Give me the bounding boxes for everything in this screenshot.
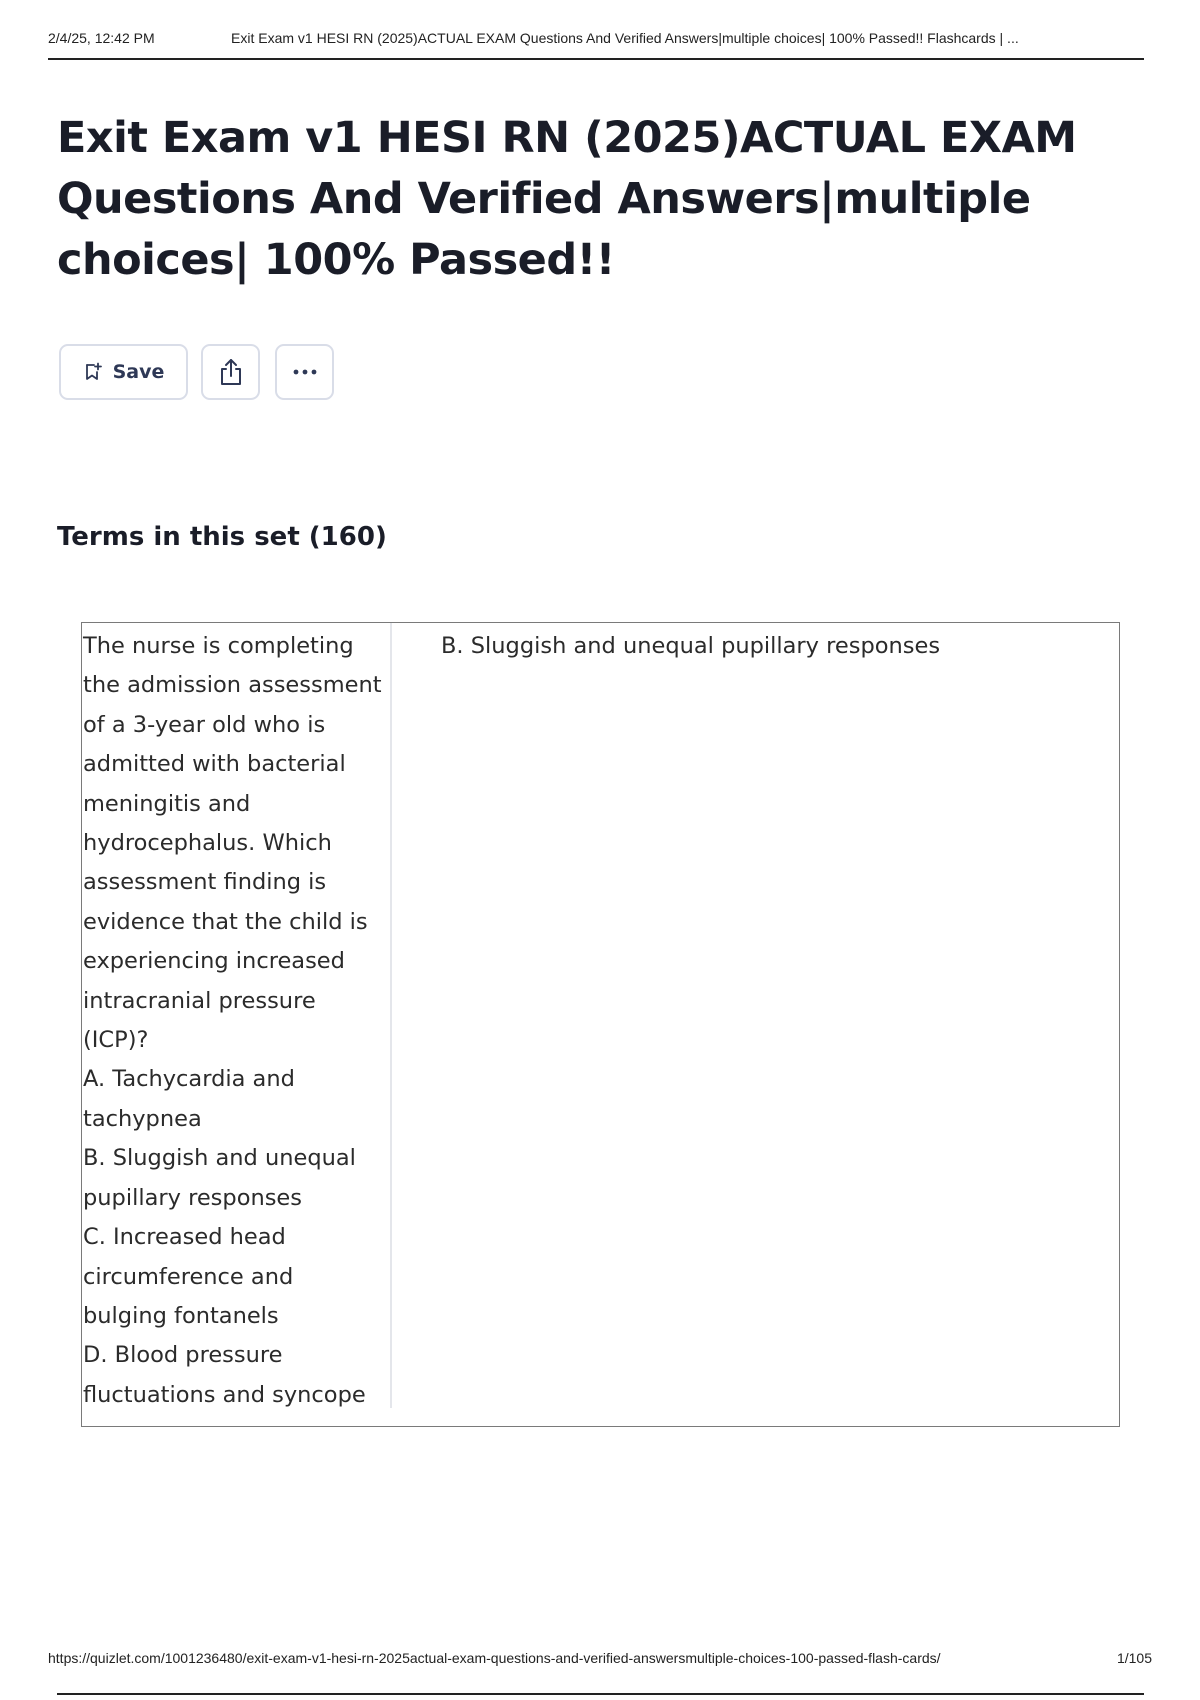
share-button[interactable] bbox=[201, 344, 260, 400]
save-button[interactable] bbox=[59, 344, 188, 400]
flashcard-divider bbox=[390, 623, 392, 1408]
page-title: Exit Exam v1 HESI RN (2025)ACTUAL EXAM Questions And Verified Answers|multiple choices| 100% Passed!! bbox=[57, 113, 1077, 285]
footer-rule bbox=[57, 1693, 1144, 1695]
print-header bbox=[48, 30, 1144, 60]
flashcard-term: The nurse is completing the admission assessment of a 3-year old who is admitted with bacterial meningitis and hydrocephalus. Which assessment finding is evidence that the child is experiencing increased intracranial pressure (ICP)? A. Tachycardia and tachypnea B. Sluggish and unequal pupillary responses C. Increased head circumference and bulging fontanels D. Blood pressure fluctuations and syncope bbox=[83, 633, 382, 1408]
more-options-button[interactable] bbox=[275, 344, 334, 400]
print-datetime: 2/4/25, 12:42 PM bbox=[48, 30, 155, 46]
bookmark-add-icon bbox=[83, 362, 103, 382]
terms-heading: Terms in this set (160) bbox=[57, 522, 387, 552]
print-url: https://quizlet.com/1001236480/exit-exam-v1-hesi-rn-2025actual-exam-questions-and-verified-answersmultiple-choices-100-passed-flash-cards/ bbox=[48, 1650, 941, 1666]
share-icon bbox=[217, 357, 245, 387]
print-page-number: 1/105 bbox=[1116, 1650, 1152, 1666]
flashcard-definition: B. Sluggish and unequal pupillary responses bbox=[441, 633, 941, 659]
save-button-label: Save bbox=[112, 361, 165, 383]
more-options-icon bbox=[291, 368, 319, 376]
print-document-title: Exit Exam v1 HESI RN (2025)ACTUAL EXAM Questions And Verified Answers|multiple choices| 100% Passed!! Flashcards | ... bbox=[231, 30, 1019, 46]
flashcard-row bbox=[81, 622, 1120, 1427]
